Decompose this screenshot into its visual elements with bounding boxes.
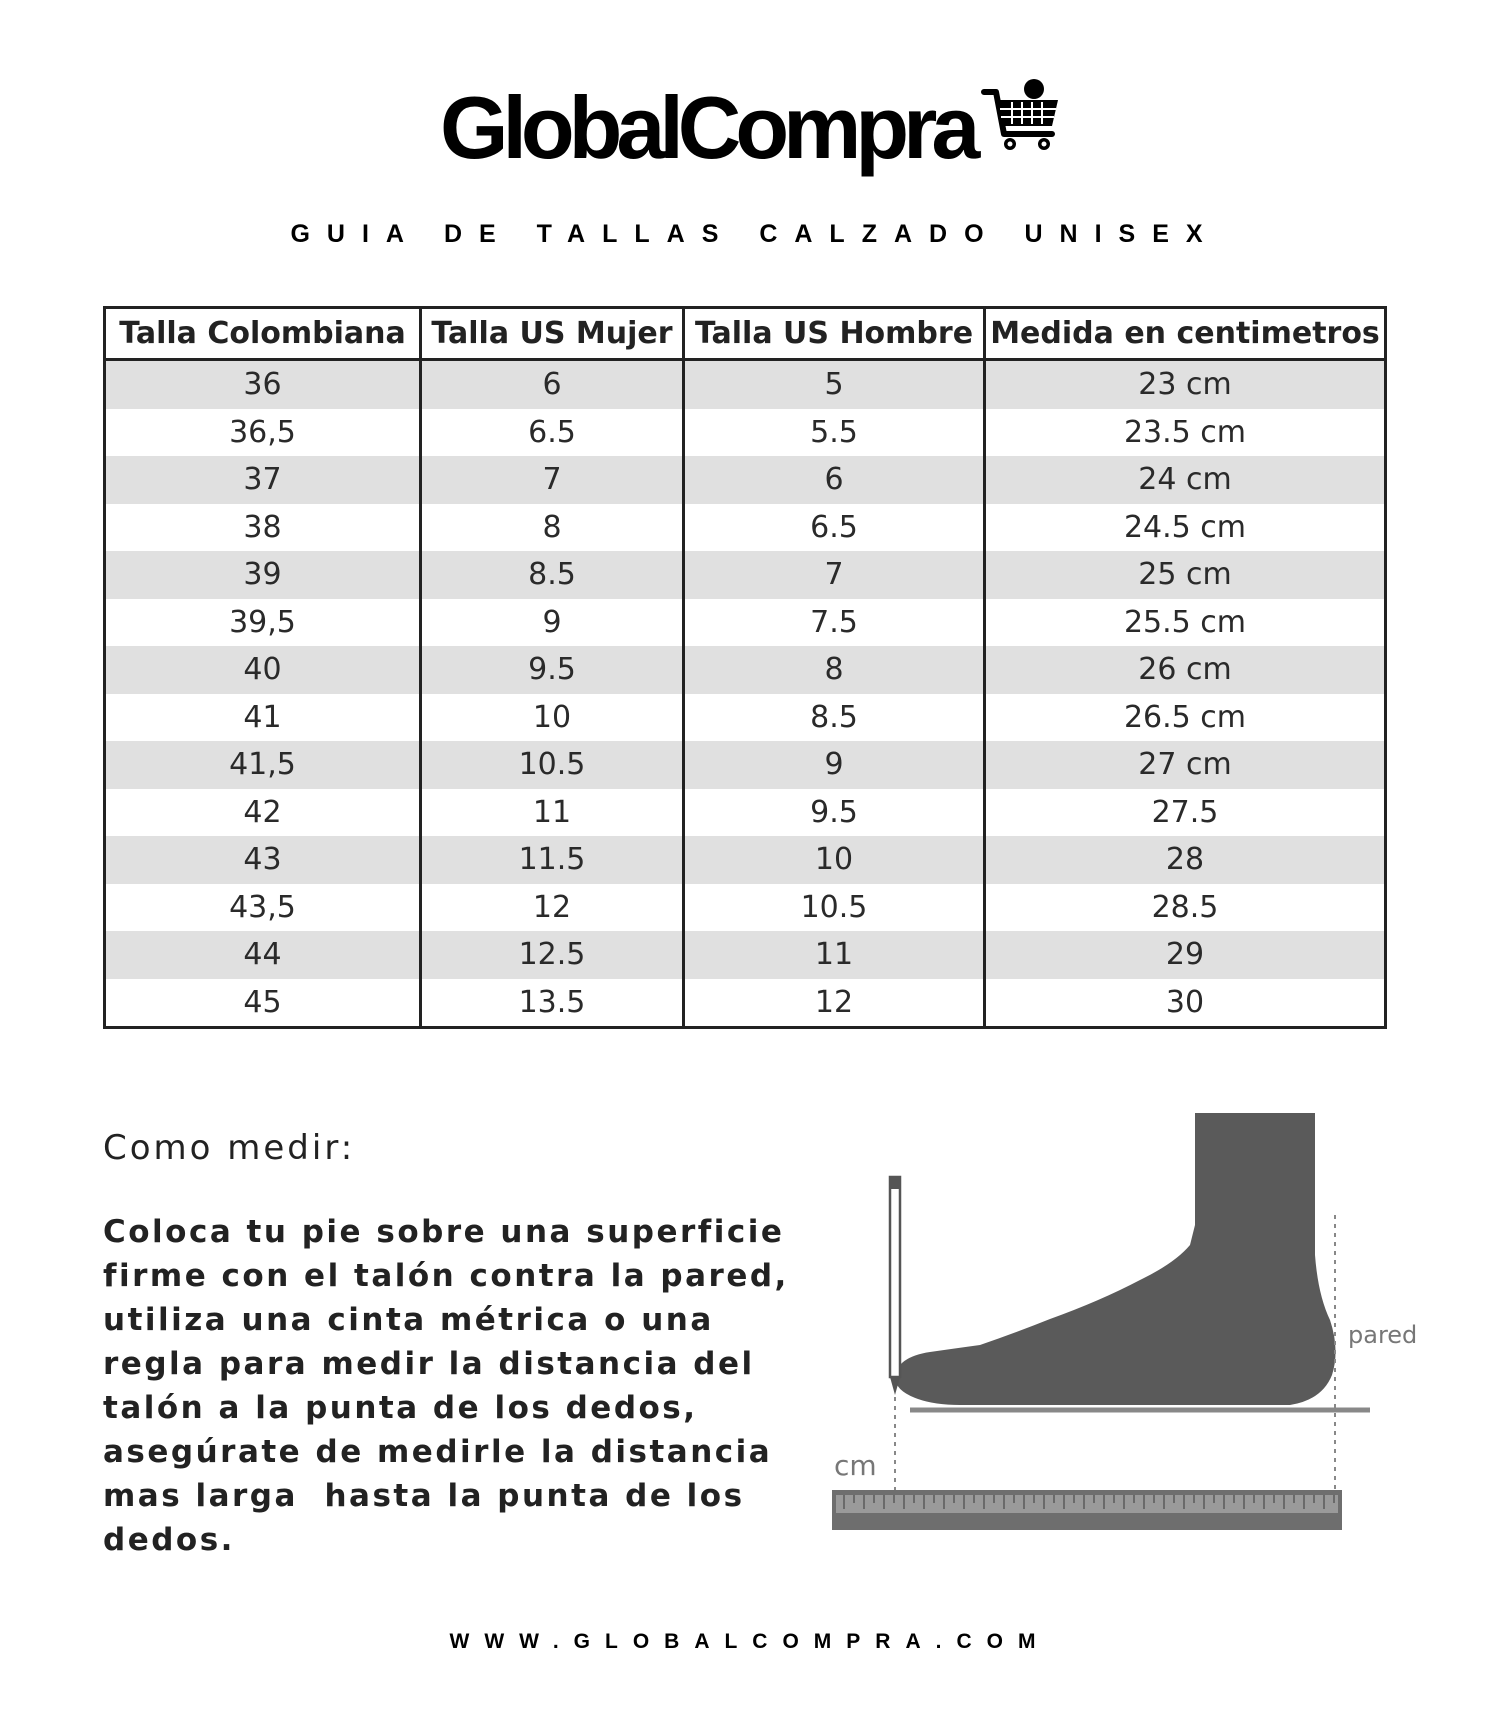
cell-talla-us-mujer: 9 — [421, 599, 684, 647]
instruction-line: utiliza una cinta métrica o una — [103, 1302, 714, 1338]
cell-talla-us-mujer: 13.5 — [421, 979, 684, 1028]
cell-talla-us-mujer: 7 — [421, 456, 684, 504]
cell-talla-us-hombre: 7.5 — [684, 599, 985, 647]
cell-talla-us-hombre: 10 — [684, 836, 985, 884]
how-to-instructions — [103, 1210, 823, 1562]
instruction-line: Coloca tu pie sobre una superficie — [103, 1214, 785, 1250]
cell-medida-cm: 27.5 — [1151, 794, 1219, 830]
size-table — [103, 306, 1387, 1029]
cell-talla-us-mujer: 6.5 — [421, 409, 684, 457]
table-row — [105, 741, 1386, 789]
cell-talla-us-mujer: 10.5 — [421, 741, 684, 789]
header-medida-cm: Medida en centimetros — [985, 308, 1386, 360]
cell-talla-us-hombre: 9 — [684, 741, 985, 789]
cell-talla-colombiana: 44 — [105, 931, 421, 979]
header-talla-us-mujer: Talla US Mujer — [421, 308, 684, 360]
cell-talla-colombiana: 41,5 — [105, 741, 421, 789]
brand-logo — [440, 78, 1080, 178]
table-row — [105, 409, 1386, 457]
cell-talla-colombiana: 36,5 — [105, 409, 421, 457]
cell-medida-cm: 26 cm — [985, 646, 1386, 694]
table-header-row — [105, 308, 1386, 360]
cell-medida-cm: 29 — [985, 931, 1386, 979]
header-talla-us-hombre: Talla US Hombre — [684, 308, 985, 360]
page-subtitle: GUIA DE TALLAS CALZADO UNISEX — [290, 220, 1220, 248]
cell-talla-us-hombre: 7 — [684, 551, 985, 599]
cell-talla-colombiana: 41 — [105, 694, 421, 742]
cell-talla-us-hombre: 11 — [684, 931, 985, 979]
cell-talla-colombiana: 39 — [105, 551, 421, 599]
cell-medida-cm: 24.5 cm — [1123, 509, 1247, 545]
cell-talla-colombiana: 38 — [105, 504, 421, 552]
cell-medida-cm: 25 cm — [985, 551, 1386, 599]
cell-talla-us-hombre: 8 — [684, 646, 985, 694]
cell-talla-us-mujer: 11 — [421, 789, 684, 837]
table-row — [105, 836, 1386, 884]
cell-talla-us-hombre: 6.5 — [684, 504, 985, 552]
table-row — [105, 551, 1386, 599]
cell-talla-colombiana: 43,5 — [105, 884, 421, 932]
table-row — [105, 504, 1386, 552]
cell-talla-us-mujer: 8.5 — [421, 551, 684, 599]
cell-talla-us-hombre: 9.5 — [684, 789, 985, 837]
instruction-line: regla para medir la distancia del — [103, 1346, 755, 1382]
instruction-line: talón a la punta de los dedos, — [103, 1390, 698, 1426]
cell-medida-cm: 28.5 — [1151, 889, 1219, 925]
unit-label: cm — [834, 1449, 877, 1482]
cell-medida-cm: 24 cm — [985, 456, 1386, 504]
cell-talla-us-hombre: 5.5 — [684, 409, 985, 457]
cell-talla-us-mujer: 8 — [421, 504, 684, 552]
cell-talla-colombiana: 39,5 — [105, 599, 421, 647]
cell-talla-us-hombre: 6 — [684, 456, 985, 504]
instruction-line: firme con el talón contra la pared, — [103, 1258, 789, 1294]
table-row — [105, 931, 1386, 979]
cell-talla-us-hombre: 12 — [684, 979, 985, 1028]
table-row — [105, 884, 1386, 932]
cell-medida-cm: 28 — [985, 836, 1386, 884]
foot-measurement-illustration — [834, 1105, 1440, 1545]
cell-talla-us-mujer: 6 — [421, 360, 684, 409]
table-row — [105, 979, 1386, 1028]
table-row — [105, 360, 1386, 409]
cell-medida-cm: 23 cm — [985, 360, 1386, 409]
cell-medida-cm: 26.5 cm — [1123, 699, 1247, 735]
cell-talla-colombiana: 37 — [105, 456, 421, 504]
pencil-icon — [890, 1177, 900, 1395]
instruction-line: asegúrate de medirle la distancia — [103, 1434, 773, 1470]
table-row — [105, 789, 1386, 837]
cell-talla-us-hombre: 10.5 — [684, 884, 985, 932]
table-row — [105, 599, 1386, 647]
cell-talla-colombiana: 45 — [105, 979, 421, 1028]
header-talla-colombiana: Talla Colombiana — [105, 308, 421, 360]
cell-talla-colombiana: 42 — [105, 789, 421, 837]
cell-talla-colombiana: 36 — [105, 360, 421, 409]
cell-talla-colombiana: 43 — [105, 836, 421, 884]
footer-url: WWW.GLOBALCOMPRA.COM — [449, 1630, 1051, 1653]
shopping-cart-icon — [982, 78, 1062, 158]
table-row — [105, 456, 1386, 504]
ruler — [832, 1490, 1342, 1530]
cell-talla-us-mujer: 9.5 — [421, 646, 684, 694]
cell-talla-us-mujer: 10 — [421, 694, 684, 742]
cell-talla-us-hombre: 8.5 — [684, 694, 985, 742]
cell-talla-us-mujer: 11.5 — [421, 836, 684, 884]
cell-medida-cm: 27 cm — [985, 741, 1386, 789]
cell-medida-cm: 25.5 cm — [1123, 604, 1247, 640]
cell-talla-us-mujer: 12.5 — [421, 931, 684, 979]
brand-name: GlobalCompra — [440, 78, 975, 177]
cell-medida-cm: 30 — [1165, 984, 1205, 1020]
instruction-line: mas larga hasta la punta de los — [103, 1478, 745, 1514]
table-row — [105, 646, 1386, 694]
cell-medida-cm: 23.5 cm — [1123, 414, 1247, 450]
how-to-title: Como medir: — [103, 1128, 356, 1168]
cell-talla-us-hombre: 5 — [684, 360, 985, 409]
cell-talla-us-mujer: 12 — [421, 884, 684, 932]
wall-label: pared — [1348, 1321, 1418, 1349]
foot-silhouette — [895, 1113, 1336, 1405]
cell-talla-colombiana: 40 — [105, 646, 421, 694]
instruction-line: dedos. — [103, 1522, 235, 1558]
table-row — [105, 694, 1386, 742]
